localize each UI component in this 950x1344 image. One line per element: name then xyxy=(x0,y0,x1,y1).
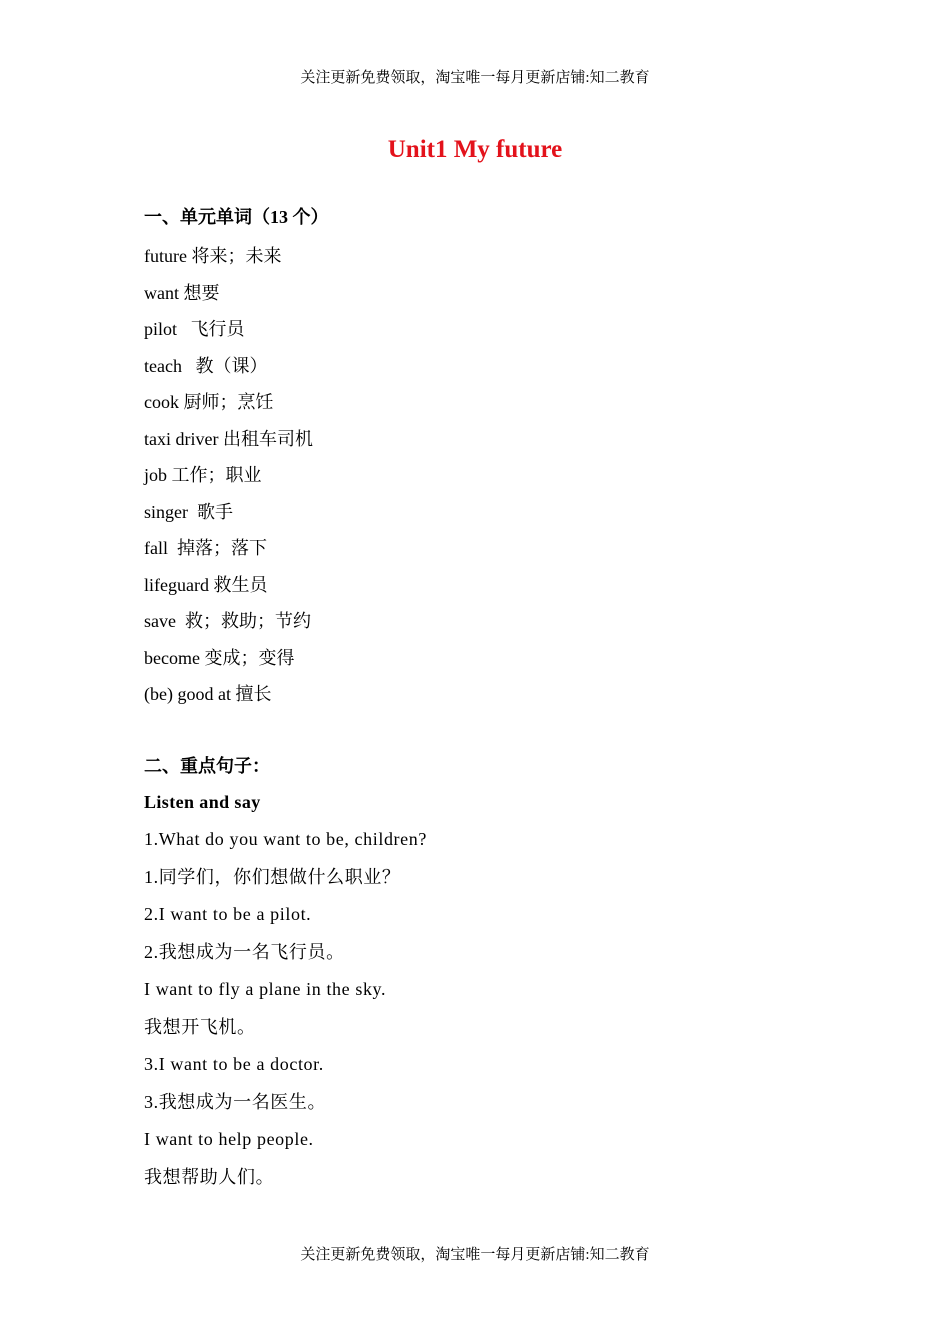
section-heading-key-sentences: 二、重点句子： xyxy=(144,756,270,776)
header-note: 关注更新免费领取，淘宝唯一每月更新店铺:知二教育 xyxy=(300,70,650,86)
vocab-item: want 想要 xyxy=(144,282,220,303)
sentence-item: I want to fly a plane in the sky. xyxy=(144,979,387,999)
vocab-item: future 将来；未来 xyxy=(144,246,282,266)
section-heading-vocabulary: 一、单元单词（13 个） xyxy=(144,207,329,227)
sentence-item: 2.我想成为一名飞行员。 xyxy=(144,941,345,962)
vocabulary-list xyxy=(144,243,313,718)
vocab-item: save 救；救助；节约 xyxy=(144,611,311,631)
vocab-item: (be) good at 擅长 xyxy=(144,684,272,704)
document-title: Unit1 My future xyxy=(387,136,563,163)
vocab-item: singer 歌手 xyxy=(144,501,233,522)
vocab-item: taxi driver 出租车司机 xyxy=(144,428,313,449)
sentence-item: 2.I want to be a pilot. xyxy=(144,904,312,924)
sentence-item: 1.What do you want to be, children? xyxy=(144,829,427,849)
sub-heading-listen-and-say: Listen and say xyxy=(144,792,261,812)
vocab-item: job 工作；职业 xyxy=(144,465,262,485)
vocab-item: become 变成；变得 xyxy=(144,647,295,668)
sentence-item: 我想开飞机。 xyxy=(144,1016,256,1037)
sentence-item: 1.同学们，你们想做什么职业？ xyxy=(144,866,401,887)
vocab-item: pilot 飞行员 xyxy=(144,319,245,339)
sentence-list xyxy=(144,826,427,1201)
vocab-item: lifeguard 救生员 xyxy=(144,574,268,595)
vocab-item: cook 厨师；烹饪 xyxy=(144,392,274,412)
vocab-item: fall 掉落；落下 xyxy=(144,538,267,558)
vocab-item: teach 教（课） xyxy=(144,355,268,376)
footer-note: 关注更新免费领取，淘宝唯一每月更新店铺:知二教育 xyxy=(300,1247,650,1263)
sentence-item: 我想帮助人们。 xyxy=(144,1166,275,1187)
sentence-item: 3.我想成为一名医生。 xyxy=(144,1091,327,1112)
sentence-item: 3.I want to be a doctor. xyxy=(144,1054,324,1074)
sentence-item: I want to help people. xyxy=(144,1129,314,1149)
